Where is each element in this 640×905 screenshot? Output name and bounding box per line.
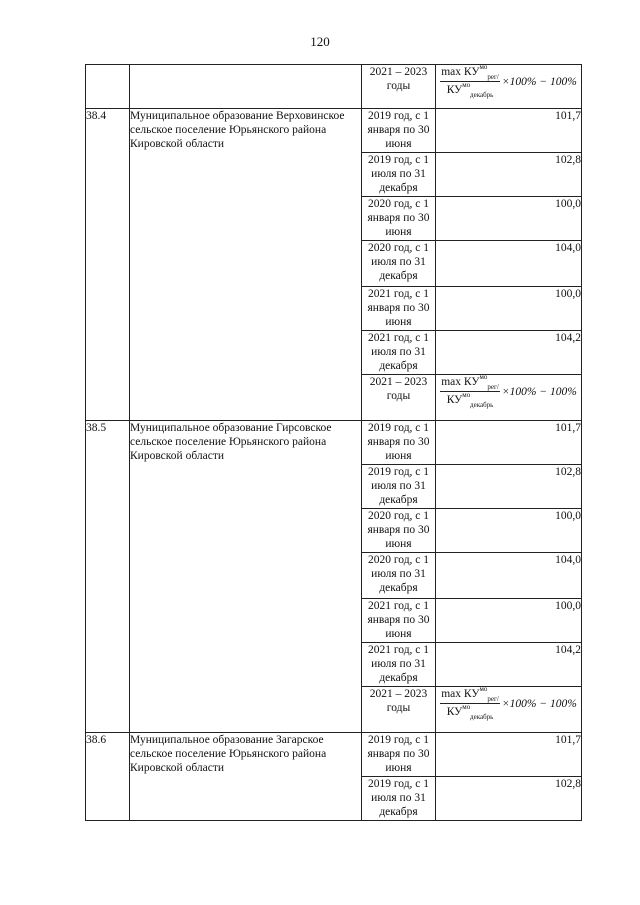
table-row xyxy=(86,421,582,465)
entry-number: 38.5 xyxy=(86,421,130,733)
formula-ku: КУ xyxy=(446,706,463,718)
value-cell: 104,2 xyxy=(436,331,582,375)
value-cell: 100,0 xyxy=(436,509,582,553)
period-cell: 2021 – 2023 годы xyxy=(362,375,436,421)
period-cell: 2021 год, с 1 января по 30 июня xyxy=(362,599,436,643)
value-cell: 104,2 xyxy=(436,643,582,687)
value-cell: 102,8 xyxy=(436,465,582,509)
formula-sub-reg: рег/ xyxy=(487,383,499,391)
period-cell: 2019 год, с 1 января по 30 июня xyxy=(362,733,436,777)
entry-number: 38.4 xyxy=(86,109,130,421)
period-cell: 2020 год, с 1 июля по 31 декабря xyxy=(362,553,436,599)
period-cell: 2020 год, с 1 июля по 31 декабря xyxy=(362,241,436,287)
value-cell: 101,7 xyxy=(436,109,582,153)
formula-fraction xyxy=(440,375,500,408)
formula-sup: мо xyxy=(462,391,471,399)
period-cell: 2019 год, с 1 июля по 31 декабря xyxy=(362,465,436,509)
formula-fraction xyxy=(440,65,500,98)
value-cell: 101,7 xyxy=(436,421,582,465)
formula-denominator xyxy=(446,82,495,98)
value-cell: 101,7 xyxy=(436,733,582,777)
formula-ku: КУ xyxy=(463,688,480,700)
formula-sub-dec: декабрь xyxy=(470,91,494,99)
formula-sub-reg: рег/ xyxy=(487,695,499,703)
formula-tail: ×100% − 100% xyxy=(501,697,577,710)
period-cell: 2019 год, с 1 января по 30 июня xyxy=(362,109,436,153)
formula-sub-dec: декабрь xyxy=(470,401,494,409)
period-cell: 2019 год, с 1 января по 30 июня xyxy=(362,421,436,465)
value-cell: 104,0 xyxy=(436,553,582,599)
formula-sup: мо xyxy=(479,685,488,693)
entry-name: Муниципальное образование Загарское сельское поселение Юрьянского района Кировской области xyxy=(130,733,362,821)
formula-max: max xyxy=(441,376,464,388)
formula-ku: КУ xyxy=(446,84,463,96)
formula-cell xyxy=(436,687,582,733)
entry-name: Муниципальное образование Верховинское сельское поселение Юрьянского района Кировской области xyxy=(130,109,362,421)
formula-max: max xyxy=(441,66,464,78)
value-cell: 102,8 xyxy=(436,777,582,821)
number-cell xyxy=(86,65,130,109)
formula-tail: ×100% − 100% xyxy=(501,385,577,398)
entry-number: 38.6 xyxy=(86,733,130,821)
formula-denominator xyxy=(446,704,495,720)
period-cell: 2020 год, с 1 января по 30 июня xyxy=(362,509,436,553)
value-cell: 100,0 xyxy=(436,287,582,331)
formula-ku: КУ xyxy=(446,394,463,406)
page-number: 120 xyxy=(310,34,330,49)
table-row xyxy=(86,65,582,109)
period-cell: 2019 год, с 1 июля по 31 декабря xyxy=(362,777,436,821)
formula xyxy=(436,375,581,408)
formula-fraction xyxy=(440,687,500,720)
value-cell: 102,8 xyxy=(436,153,582,197)
formula-cell xyxy=(436,375,582,421)
period-cell: 2020 год, с 1 января по 30 июня xyxy=(362,197,436,241)
formula xyxy=(436,687,581,720)
formula-max: max xyxy=(441,688,464,700)
formula-sub-reg: рег/ xyxy=(487,73,499,81)
name-cell xyxy=(130,65,362,109)
table-row xyxy=(86,733,582,777)
formula-numerator xyxy=(440,375,500,392)
formula-cell xyxy=(436,65,582,109)
formula xyxy=(436,65,581,98)
period-cell: 2021 год, с 1 июля по 31 декабря xyxy=(362,331,436,375)
formula-denominator xyxy=(446,392,495,408)
formula-tail: ×100% − 100% xyxy=(501,75,577,88)
formula-numerator xyxy=(440,687,500,704)
period-cell: 2021 – 2023 годы xyxy=(362,65,436,109)
formula-ku: КУ xyxy=(463,66,480,78)
formula-sup: мо xyxy=(462,703,471,711)
formula-sup: мо xyxy=(479,373,488,381)
formula-sup: мо xyxy=(479,63,488,71)
value-cell: 100,0 xyxy=(436,599,582,643)
period-cell: 2021 год, с 1 января по 30 июня xyxy=(362,287,436,331)
value-cell: 104,0 xyxy=(436,241,582,287)
table-row xyxy=(86,109,582,153)
formula-numerator xyxy=(440,65,500,82)
period-cell: 2019 год, с 1 июля по 31 декабря xyxy=(362,153,436,197)
period-cell: 2021 – 2023 годы xyxy=(362,687,436,733)
formula-ku: КУ xyxy=(463,376,480,388)
formula-sup: мо xyxy=(462,81,471,89)
tariff-table xyxy=(85,64,582,821)
entry-name: Муниципальное образование Гирсовское сельское поселение Юрьянского района Кировской области xyxy=(130,421,362,733)
value-cell: 100,0 xyxy=(436,197,582,241)
formula-sub-dec: декабрь xyxy=(470,713,494,721)
period-cell: 2021 год, с 1 июля по 31 декабря xyxy=(362,643,436,687)
